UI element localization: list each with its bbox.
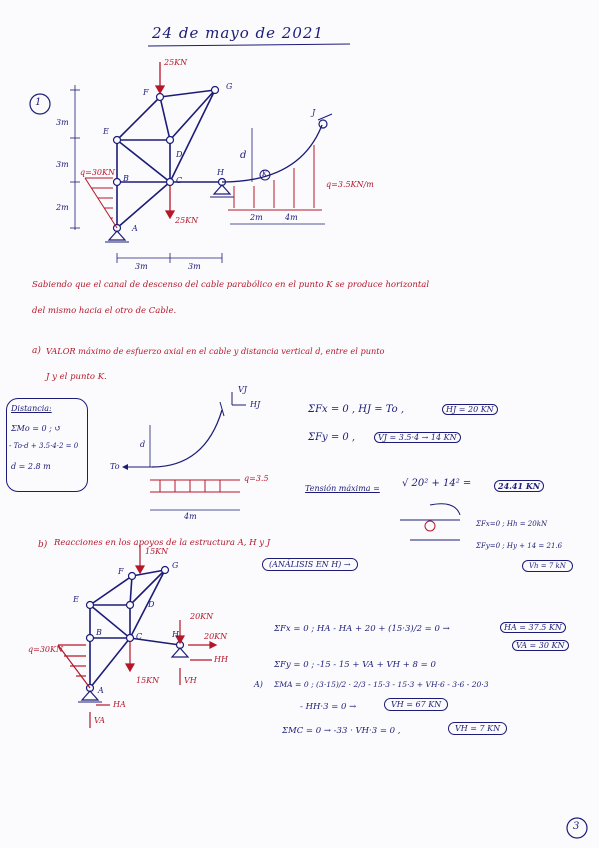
f2-load-top: 15KN bbox=[145, 547, 169, 556]
label-H: H bbox=[217, 168, 224, 177]
f2-label-E: E bbox=[73, 595, 79, 604]
eq-a2: ΣFy = 0 , bbox=[308, 432, 356, 443]
label-J: J bbox=[312, 108, 316, 117]
eq-b1: ΣFx = 0 ; HA - HA + 20 + (15·3)/2 = 0 → bbox=[274, 624, 450, 634]
load-mid: 25KN bbox=[175, 216, 199, 225]
load-dist: q=30KN bbox=[80, 168, 115, 177]
fbd-d: d bbox=[140, 440, 146, 449]
distancia-line1: ΣMo = 0 ; ↺ bbox=[11, 424, 62, 433]
label-G: G bbox=[226, 82, 233, 91]
eq-a2-result: VJ = 3.5·4 → 14 KN bbox=[374, 432, 461, 443]
dim-w2: 3m bbox=[188, 262, 201, 271]
tension-expr: √ 20² + 14² = bbox=[402, 478, 472, 489]
tension-result: 24.41 KN bbox=[494, 480, 544, 492]
load-cable: q=3.5KN/m bbox=[326, 180, 374, 189]
f2-reaction-va: VA bbox=[94, 716, 106, 725]
label-E: E bbox=[103, 127, 109, 136]
dim-h1: 3m bbox=[56, 118, 69, 127]
f2-load-right2: 20KN bbox=[204, 632, 228, 641]
dim-h2: 3m bbox=[56, 160, 69, 169]
dim-d: d bbox=[240, 150, 247, 161]
fbd-q: q=3.5 bbox=[244, 474, 269, 483]
f2-load-mid: 15KN bbox=[136, 676, 160, 685]
label-D: D bbox=[176, 150, 183, 159]
fbd-to: To bbox=[110, 462, 120, 471]
label-F: F bbox=[143, 88, 149, 97]
eq-b2: ΣFy = 0 ; -15 - 15 + VA + VH + 8 = 0 bbox=[274, 660, 436, 670]
part-b-label: b) bbox=[38, 540, 48, 550]
distancia-line2: - To·d + 3.5·4·2 = 0 bbox=[9, 442, 79, 450]
f2-label-H: H bbox=[172, 630, 179, 639]
label-C: C bbox=[176, 176, 183, 185]
page-date: 24 de mayo de 2021 bbox=[152, 24, 324, 42]
eq-b4-result: VH = 67 KN bbox=[384, 698, 448, 711]
eq-a1-result: HJ = 20 KN bbox=[442, 404, 498, 415]
eq-b1-result: HA = 37.5 KN bbox=[500, 622, 566, 633]
load-top: 25KN bbox=[164, 58, 188, 67]
f2-label-D: D bbox=[148, 600, 155, 609]
part-b-h-fx: ΣFx=0 ; Hh = 20kN bbox=[476, 520, 548, 528]
f2-label-C: C bbox=[136, 632, 143, 641]
distancia-line3: d = 2.8 m bbox=[11, 462, 51, 471]
part-b-h-result: Vh = 7 kN bbox=[522, 560, 573, 572]
label-B: B bbox=[123, 174, 129, 183]
f2-reaction-vh: VH bbox=[184, 676, 197, 685]
part-b-fbd-label: (ANÁLISIS EN H) → bbox=[262, 558, 358, 571]
eq-b1-extra: VA = 30 KN bbox=[512, 640, 569, 651]
label-A: A bbox=[132, 224, 138, 233]
dim-c1: 2m bbox=[250, 213, 263, 222]
dim-c2: 4m bbox=[285, 213, 298, 222]
f2-load-right: 20KN bbox=[190, 612, 214, 621]
part-a-line1: VALOR máximo de esfuerzo axial en el cable y distancia vertical d, entre el punto bbox=[46, 346, 385, 356]
eq-b5-result: VH = 7 KN bbox=[448, 722, 507, 735]
statement-line2: del mismo hacia el otro de Cable. bbox=[32, 306, 177, 316]
eq-b4: - HH·3 = 0 → bbox=[300, 702, 357, 712]
f2-label-F: F bbox=[118, 567, 124, 576]
tension-label: Tensión máxima = bbox=[305, 484, 380, 493]
f2-label-B: B bbox=[96, 628, 102, 637]
dim-w1: 3m bbox=[135, 262, 148, 271]
part-b-text: Reacciones en los apoyos de la estructura A, H y J bbox=[54, 538, 271, 548]
f2-label-G: G bbox=[172, 561, 179, 570]
f2-load-left: q=30KN bbox=[28, 645, 63, 654]
page-number: 3 bbox=[573, 821, 580, 832]
fbd-span: 4m bbox=[184, 512, 197, 521]
fbd-vj: VJ bbox=[238, 385, 247, 394]
eq-b3: ΣMA = 0 ; (3·15)/2 · 2/3 - 15·3 - 15·3 + VH·6 - 3·6 - 20·3 bbox=[274, 680, 489, 689]
label-K: K bbox=[262, 170, 268, 178]
part-a-line2: J y el punto K. bbox=[46, 372, 107, 382]
dim-h3: 2m bbox=[56, 203, 69, 212]
fbd-hj: HJ bbox=[250, 400, 261, 409]
problem-number: 1 bbox=[35, 97, 42, 108]
eq-b5: ΣMC = 0 → -33 · VH·3 = 0 , bbox=[282, 726, 401, 736]
eq-a1: ΣFx = 0 , HJ = To , bbox=[308, 404, 405, 415]
f2-reaction-hh: HH bbox=[214, 655, 228, 664]
part-a-label: a) bbox=[32, 346, 41, 356]
f2-label-A: A bbox=[98, 686, 104, 695]
part-b-h-fy: ΣFy=0 ; Hy + 14 = 21.6 bbox=[476, 542, 563, 550]
statement-line1: Sabiendo que el canal de descenso del cable parabólico en el punto K se produce horizontal bbox=[32, 280, 430, 290]
f2-reaction-ha: HA bbox=[113, 700, 126, 709]
eq-b3-label: A) bbox=[254, 680, 263, 689]
distancia-title: Distancia: bbox=[11, 404, 52, 413]
